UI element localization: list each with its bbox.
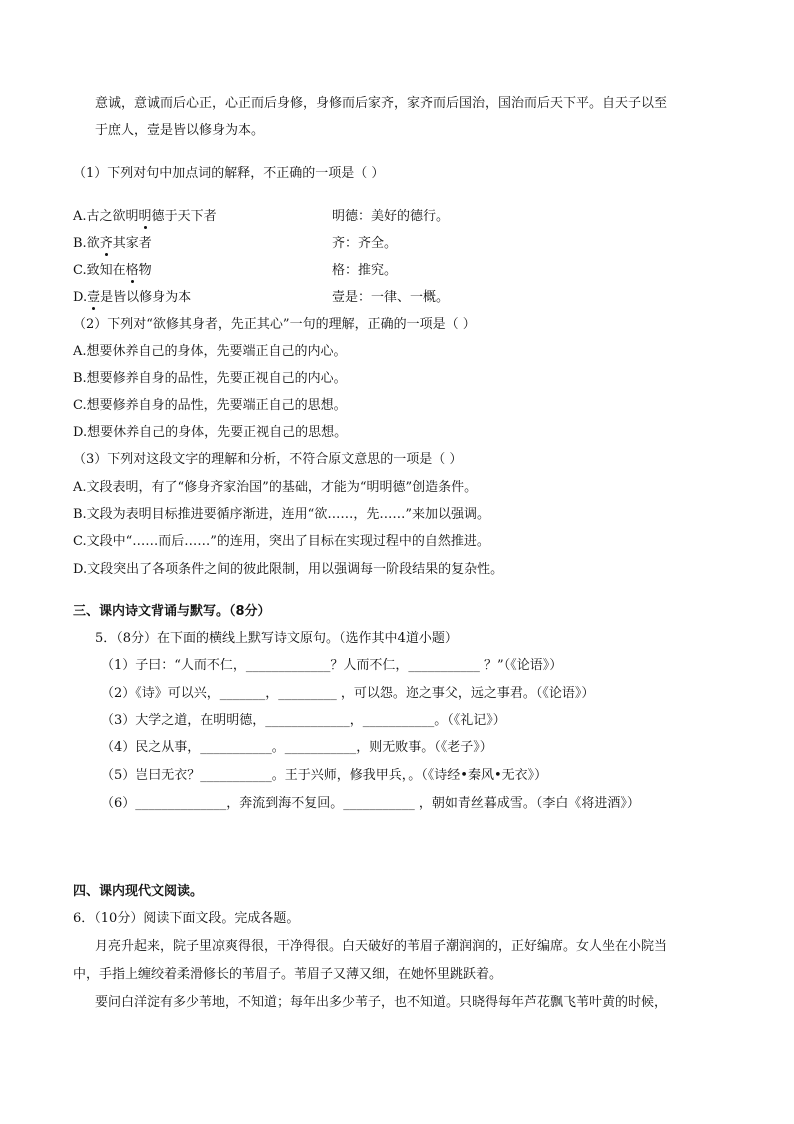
- option-b: B.文段为表明目标推进要循序渐进，连用“欲……，先……”来加以强调。: [73, 507, 490, 522]
- question-stem: （3）下列对这段文字的理解和分析，不符合原文意思的一项是（ ）: [73, 452, 463, 467]
- option-c-gloss: 格：推究。: [332, 263, 398, 278]
- reading-paragraph: 月亮升起来，院子里凉爽得很，干净得很。白天破好的苇眉子潮润润的，正好编席。女人坐在小院当: [95, 939, 668, 954]
- passage-line: 于庶人，壹是皆以修身为本。: [95, 123, 265, 138]
- dotted-word: 壹: [87, 290, 101, 305]
- option-b: B.欲齐其家者: [73, 236, 152, 251]
- option-a: A.想要休养自己的身体，先要端正自己的内心。: [73, 344, 347, 359]
- recitation-item: （3）大学之道，在明明德，_____________，___________。（《礼记》）: [101, 713, 506, 728]
- recitation-item: （5）岂曰无衣？___________。王于兴师，修我甲兵，。（《诗经•秦风•无衣》）: [101, 768, 548, 783]
- section-heading: 四、课内现代文阅读。: [73, 884, 204, 899]
- section-heading: 三、课内诗文背诵与默写。（8分）: [73, 604, 271, 619]
- option-d: D.文段突出了各项条件之间的彼此限制，用以强调每一阶段结果的复杂性。: [73, 562, 504, 577]
- option-c: C.想要修养自身的品性，先要端正自己的思想。: [73, 398, 347, 413]
- question-5-stem: 5．（8分）在下面的横线上默写诗文原句。（选作其中4道小题）: [95, 631, 458, 646]
- option-a-gloss: 明德：美好的德行。: [332, 209, 450, 224]
- question-6-stem: 6．（10分）阅读下面文段。完成各题。: [73, 911, 300, 926]
- dotted-word: 齐: [99, 236, 113, 251]
- option-c: C.致知在格物: [73, 263, 152, 278]
- option-c: C.文段中“……而后……”的连用，突出了目标在实现过程中的自然推进。: [73, 534, 490, 549]
- recitation-item: （6）______________，奔流到海不复回。___________ ，朝如青丝暮成雪。（李白《将进酒》）: [101, 796, 640, 811]
- question-stem: （2）下列对“欲修其身者，先正其心”一句的理解，正确的一项是（ ）: [73, 317, 476, 332]
- option-a: A.古之欲明明德于天下者: [73, 209, 217, 224]
- option-d: D.壹是皆以修身为本: [73, 290, 192, 305]
- reading-paragraph: 中，手指上缠绞着柔滑修长的苇眉子。苇眉子又薄又细，在她怀里跳跃着。: [73, 967, 503, 982]
- option-b-gloss: 齐：齐全。: [332, 236, 398, 251]
- option-d-gloss: 壹是：一律、一概。: [332, 290, 450, 305]
- recitation-item: （2）《诗》可以兴，_______，_________ ，可以怨。迩之事父，远之事君。（《论语》）: [101, 686, 595, 701]
- passage-line: 意诚，意诚而后心正，心正而后身修，身修而后家齐，家齐而后国治，国治而后天下平。自天子以至: [95, 96, 668, 111]
- recitation-item: （4）民之从事，___________。___________，则无败事。（《老子》）: [101, 740, 493, 755]
- recitation-item: （1）子曰：“人而不仁，_____________？人而不仁，___________ ？”（《论语》）: [101, 658, 563, 673]
- option-b: B.想要修养自身的品性，先要正视自己的内心。: [73, 371, 347, 386]
- question-stem: （1）下列对句中加点词的解释，不正确的一项是（ ）: [73, 166, 385, 181]
- option-a: A.文段表明，有了“修身齐家治国”的基础，才能为“明明德”创造条件。: [73, 480, 478, 495]
- reading-paragraph: 要问白洋淀有多少苇地，不知道；每年出多少苇子，也不知道。只晓得每年芦花飘飞苇叶黄的时候，: [95, 995, 668, 1010]
- option-d: D.想要休养自己的身体，先要正视自己的思想。: [73, 425, 348, 440]
- dotted-word: 格: [125, 263, 139, 278]
- dotted-word: 明明德: [125, 209, 165, 224]
